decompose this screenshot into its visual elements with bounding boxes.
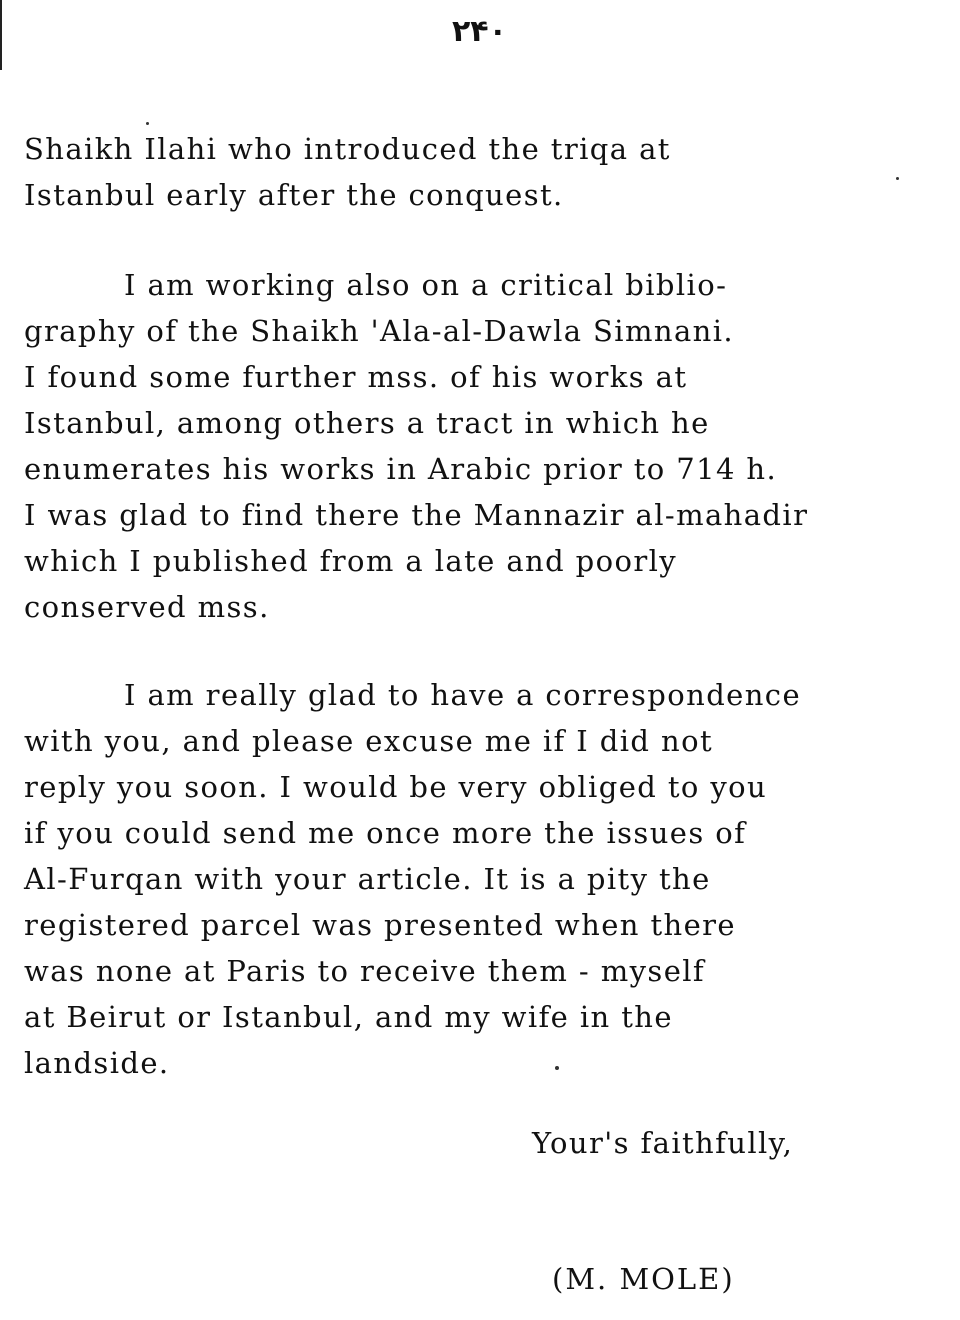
page-edge-mark xyxy=(0,0,6,70)
paragraph-line: if you could send me once more the issues of xyxy=(24,816,747,850)
page-number: ۲۴۰ xyxy=(452,14,507,49)
paragraph-1 xyxy=(24,126,954,218)
paragraph-line: Istanbul early after the conquest. xyxy=(24,178,564,212)
signature: (M. MOLE) xyxy=(552,1262,735,1296)
scan-speck xyxy=(896,177,899,180)
paragraph-line: was none at Paris to receive them - myself xyxy=(24,954,706,988)
paragraph-line: Al-Furqan with your article. It is a pity the xyxy=(24,862,711,896)
paragraph-line: I was glad to find there the Mannazir al-mahadir xyxy=(24,498,809,532)
paragraph-line: conserved mss. xyxy=(24,590,270,624)
paragraph-line: with you, and please excuse me if I did not xyxy=(24,724,713,758)
scan-speck xyxy=(555,1066,559,1070)
paragraph-line: enumerates his works in Arabic prior to 714 h. xyxy=(24,452,778,486)
paragraph-line: which I published from a late and poorly xyxy=(24,544,678,578)
paragraph-line: landside. xyxy=(24,1046,170,1080)
paragraph-line: reply you soon. I would be very obliged to you xyxy=(24,770,768,804)
paragraph-line: Istanbul, among others a tract in which he xyxy=(24,406,710,440)
paragraph-2 xyxy=(24,262,954,630)
paragraph-line: registered parcel was presented when there xyxy=(24,908,736,942)
paragraph-line: graphy of the Shaikh 'Ala-al-Dawla Simnani. xyxy=(24,314,735,348)
paragraph-line: I am really glad to have a correspondence xyxy=(124,678,802,712)
paragraph-3 xyxy=(24,672,954,1086)
paragraph-line: I am working also on a critical biblio- xyxy=(124,268,728,302)
closing-salutation: Your's faithfully, xyxy=(532,1126,794,1160)
paragraph-line: at Beirut or Istanbul, and my wife in the xyxy=(24,1000,673,1034)
paragraph-line: I found some further mss. of his works at xyxy=(24,360,688,394)
paragraph-line: Shaikh Ilahi who introduced the triqa at xyxy=(24,132,671,166)
scan-speck xyxy=(146,122,149,125)
